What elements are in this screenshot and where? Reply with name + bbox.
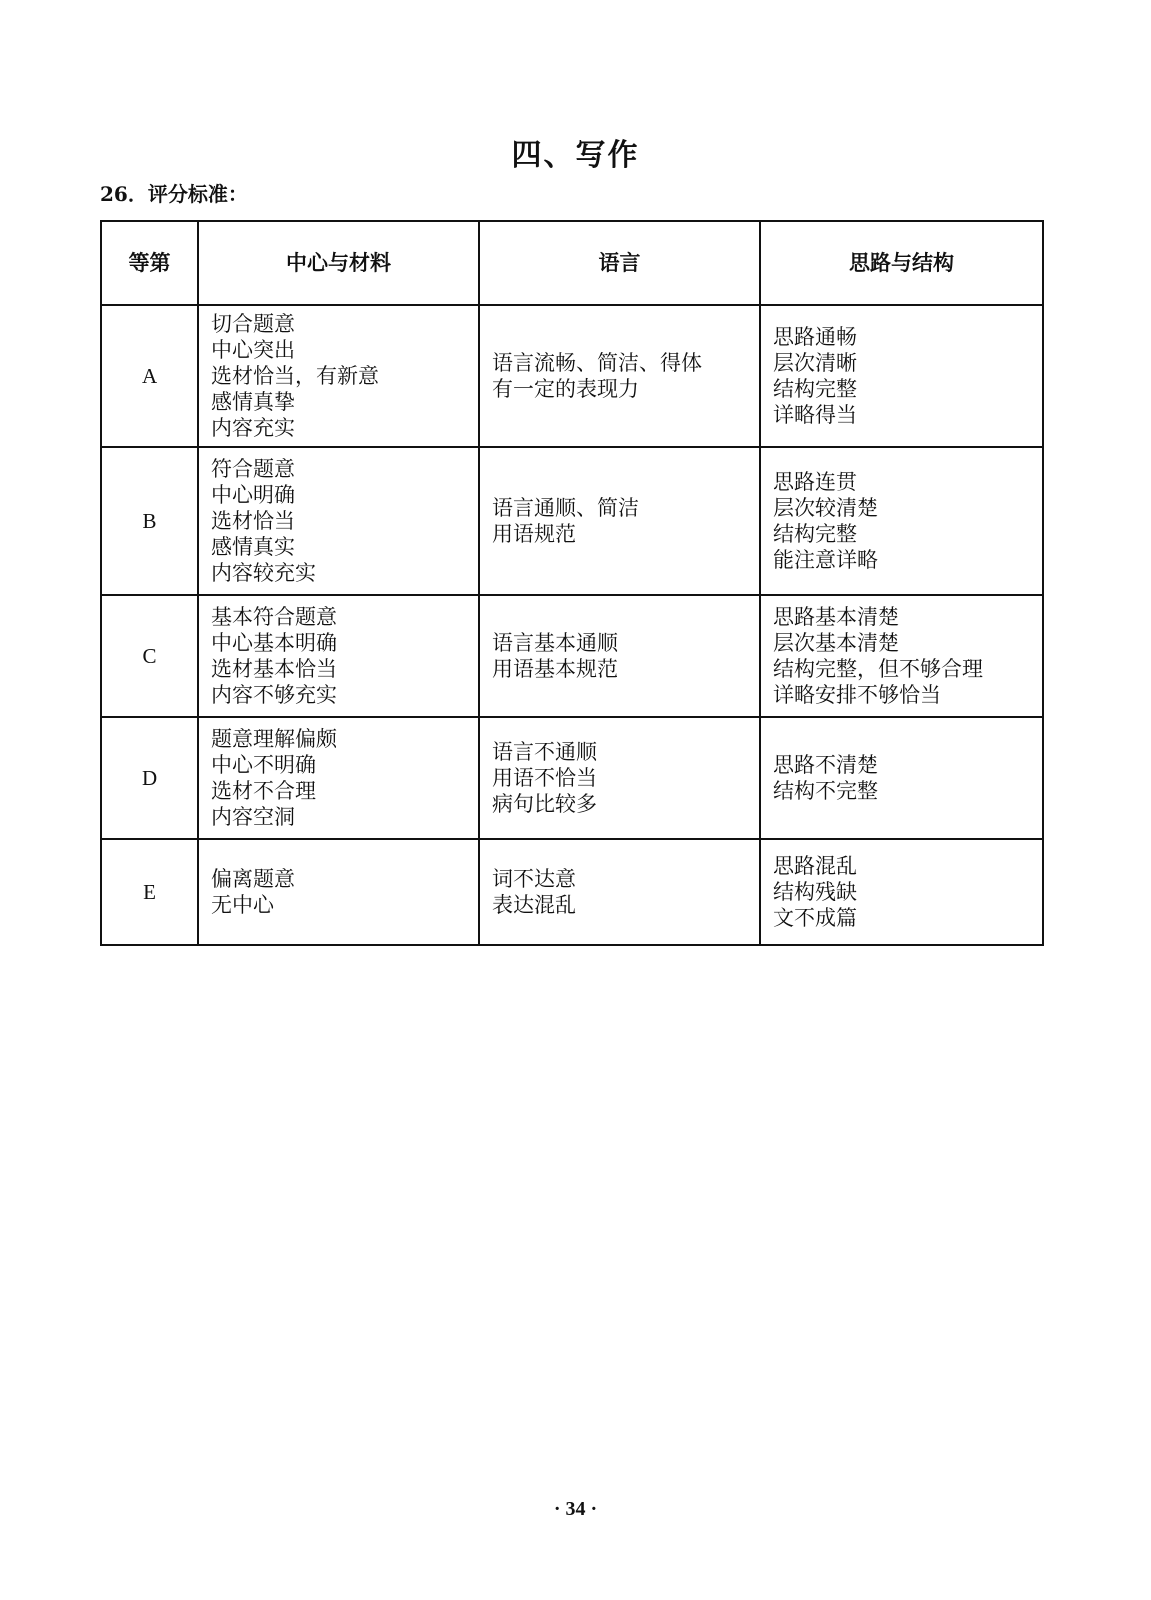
cell-line: 表达混乱 bbox=[492, 893, 576, 917]
table-row bbox=[101, 717, 1043, 839]
cell-line: 思路基本清楚 bbox=[772, 605, 899, 629]
grade-cell: D bbox=[101, 717, 198, 839]
cell-line: 用语基本规范 bbox=[492, 657, 618, 681]
cell-line: 内容不够充实 bbox=[211, 683, 338, 707]
cell-line: 内容充实 bbox=[211, 416, 296, 440]
table-row bbox=[101, 595, 1043, 717]
cell-line: 详略安排不够恰当 bbox=[772, 683, 941, 707]
cell-line: 感情真实 bbox=[211, 535, 296, 559]
cell-line: 结构残缺 bbox=[772, 880, 857, 904]
header-thinking-structure: 思路与结构 bbox=[760, 221, 1043, 305]
content-material-cell bbox=[198, 595, 479, 717]
content-material-cell bbox=[198, 717, 479, 839]
cell-line: 基本符合题意 bbox=[211, 605, 338, 629]
table-header-row bbox=[101, 221, 1043, 305]
section-title: 四、写作 bbox=[511, 138, 640, 173]
thinking-structure-cell bbox=[760, 839, 1043, 945]
cell-line: 层次较清楚 bbox=[772, 496, 878, 520]
cell-line: 能注意详略 bbox=[772, 548, 878, 572]
language-cell bbox=[479, 305, 760, 447]
cell-line: 符合题意 bbox=[211, 457, 296, 481]
cell-line: 词不达意 bbox=[492, 867, 576, 891]
content-material-cell bbox=[198, 447, 479, 595]
language-cell bbox=[479, 595, 760, 717]
header-language: 语言 bbox=[479, 221, 760, 305]
question-label: 26．评分标准： bbox=[100, 182, 248, 206]
cell-line: 结构完整，但不够合理 bbox=[772, 657, 983, 681]
table-row bbox=[101, 447, 1043, 595]
cell-line: 有一定的表现力 bbox=[492, 377, 639, 401]
cell-line: 文不成篇 bbox=[772, 906, 857, 930]
cell-line: 内容空洞 bbox=[211, 805, 296, 829]
language-cell bbox=[479, 839, 760, 945]
language-cell bbox=[479, 717, 760, 839]
table-row bbox=[101, 305, 1043, 447]
header-grade: 等第 bbox=[101, 221, 198, 305]
cell-line: 思路通畅 bbox=[772, 325, 857, 349]
cell-line: 用语规范 bbox=[492, 522, 576, 546]
cell-line: 结构完整 bbox=[772, 522, 857, 546]
cell-line: 中心基本明确 bbox=[211, 631, 338, 655]
cell-line: 选材基本恰当 bbox=[211, 657, 338, 681]
grade-cell: E bbox=[101, 839, 198, 945]
cell-line: 中心不明确 bbox=[211, 753, 317, 777]
cell-line: 语言不通顺 bbox=[492, 740, 597, 764]
cell-line: 题意理解偏颇 bbox=[211, 727, 338, 751]
cell-line: 语言通顺、简洁 bbox=[492, 496, 639, 520]
cell-line: 思路不清楚 bbox=[772, 753, 878, 777]
cell-line: 结构不完整 bbox=[772, 779, 878, 803]
table-body bbox=[101, 305, 1043, 945]
cell-line: 中心突出 bbox=[211, 338, 296, 362]
cell-line: 语言基本通顺 bbox=[492, 631, 618, 655]
grade-cell: C bbox=[101, 595, 198, 717]
cell-line: 偏离题意 bbox=[211, 867, 296, 891]
cell-line: 选材恰当，有新意 bbox=[211, 364, 380, 388]
cell-line: 层次基本清楚 bbox=[772, 631, 899, 655]
thinking-structure-cell bbox=[760, 305, 1043, 447]
language-cell bbox=[479, 447, 760, 595]
thinking-structure-cell bbox=[760, 717, 1043, 839]
cell-line: 无中心 bbox=[211, 893, 275, 917]
cell-line: 感情真挚 bbox=[211, 390, 296, 414]
cell-line: 详略得当 bbox=[772, 403, 857, 427]
cell-line: 病句比较多 bbox=[492, 792, 597, 816]
content-material-cell bbox=[198, 305, 479, 447]
cell-line: 思路混乱 bbox=[772, 854, 857, 878]
cell-line: 思路连贯 bbox=[772, 470, 857, 494]
header-content-material: 中心与材料 bbox=[198, 221, 479, 305]
cell-line: 中心明确 bbox=[211, 483, 296, 507]
grade-cell: B bbox=[101, 447, 198, 595]
cell-line: 语言流畅、简洁、得体 bbox=[492, 351, 702, 375]
cell-line: 选材不合理 bbox=[211, 779, 317, 803]
table-row bbox=[101, 839, 1043, 945]
grade-cell: A bbox=[101, 305, 198, 447]
cell-line: 内容较充实 bbox=[211, 561, 317, 585]
cell-line: 选材恰当 bbox=[211, 509, 296, 533]
thinking-structure-cell bbox=[760, 447, 1043, 595]
cell-line: 结构完整 bbox=[772, 377, 857, 401]
cell-line: 切合题意 bbox=[211, 312, 296, 336]
scoring-rubric-table bbox=[100, 220, 1044, 946]
page-number: · 34 · bbox=[553, 1498, 598, 1520]
cell-line: 层次清晰 bbox=[772, 351, 857, 375]
thinking-structure-cell bbox=[760, 595, 1043, 717]
content-material-cell bbox=[198, 839, 479, 945]
cell-line: 用语不恰当 bbox=[492, 766, 597, 790]
